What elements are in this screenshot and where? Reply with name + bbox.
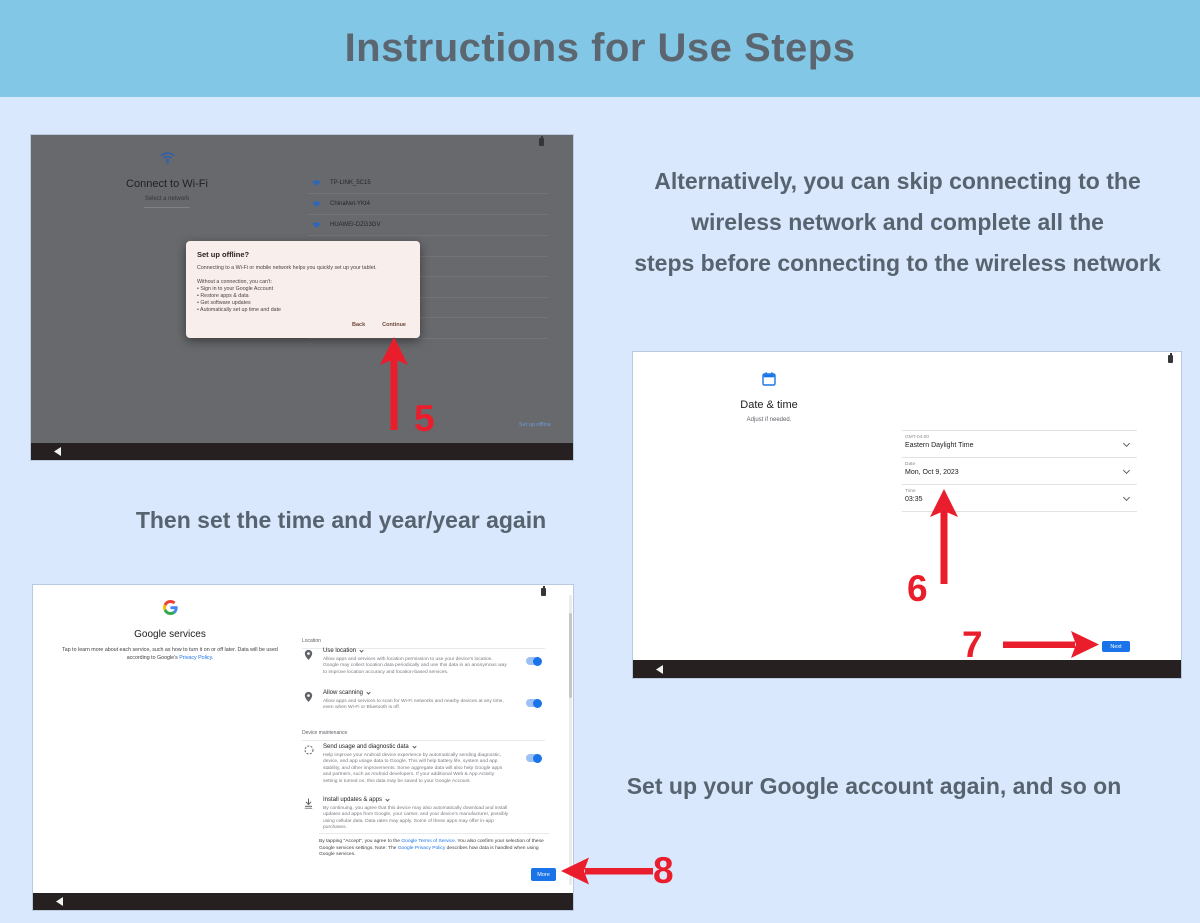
note-line: steps before connecting to the wireless network (634, 250, 1161, 276)
datetime-screen-title: Date & time (740, 399, 798, 411)
field-value: 03:35 (905, 496, 923, 503)
chevron-down-icon (359, 648, 363, 652)
datetime-setup-screenshot (633, 352, 1181, 678)
chevron-down-icon (385, 797, 389, 801)
wifi-screen-subtitle: Select a network (144, 196, 190, 202)
battery-icon (539, 138, 544, 146)
footer-text: By tapping "Accept", you agree to the (319, 839, 402, 844)
calendar-icon (762, 372, 776, 386)
note-line: wireless network and complete all the (691, 209, 1104, 235)
more-button[interactable]: More (531, 868, 556, 881)
usage-data-row[interactable] (323, 744, 545, 750)
chevron-down-icon (412, 744, 416, 748)
wifi-screen-header (97, 151, 237, 208)
use-location-row[interactable] (323, 648, 545, 654)
field-label: Time (905, 489, 916, 494)
step7-arrow-icon (1003, 631, 1099, 658)
network-name: TP-LINK_5C15 (330, 180, 371, 186)
step8-arrow-icon (561, 857, 655, 885)
battery-icon (1168, 355, 1173, 363)
chevron-down-icon[interactable] (1123, 440, 1130, 447)
timezone-field[interactable] (902, 431, 1137, 458)
location-pin-icon (304, 691, 313, 703)
item-description: By continuing, you agree that this device may also automatically download and install updates and apps from Google, your carrier, and your device's manufacturer, possibly using cellular data. Data rates may apply. Some of these apps may offer in-app purchases. (323, 806, 509, 831)
wifi-network-icon (312, 221, 321, 229)
note-google-account: Set up your Google account again, and so on (626, 773, 1122, 799)
item-title: Allow scanning (323, 690, 364, 696)
google-logo-icon (163, 600, 178, 615)
divider (308, 338, 548, 339)
step7-number: 7 (962, 624, 983, 665)
step5-number: 5 (414, 398, 435, 439)
dialog-bullet: • Get software updates (197, 300, 251, 307)
location-pin-icon (304, 649, 313, 661)
field-value: Eastern Daylight Time (905, 442, 974, 449)
chevron-down-icon[interactable] (1123, 494, 1130, 501)
install-updates-row[interactable] (323, 797, 545, 803)
field-label: GMT-04:00 (905, 435, 929, 440)
allow-scanning-item (302, 690, 545, 712)
back-icon[interactable] (656, 665, 663, 674)
item-description: Help improve your Android device experience by automatically sending diagnostic, device, and app usage data to Google. This will help battery life, system and app stability, and other improvements. Some aggregate data will also help Google apps and partners, such as Android developers. If your additional Web & App Activity setting is turned on, this data may be saved to your Google Account. (323, 753, 503, 784)
install-download-icon (304, 798, 313, 809)
wifi-setup-screenshot (31, 135, 573, 460)
page-title: Instructions for Use Steps (344, 26, 856, 70)
network-row[interactable] (312, 198, 370, 210)
field-label: Date (905, 462, 916, 467)
step5-arrow-icon (379, 337, 409, 432)
use-location-item (302, 648, 545, 676)
google-services-intro (41, 646, 299, 663)
setup-offline-link[interactable]: Set up offline (518, 422, 551, 428)
step6-number: 6 (907, 568, 928, 609)
divider (308, 193, 548, 194)
wifi-screen-title: Connect to Wi-Fi (126, 178, 208, 190)
step8-number: 8 (653, 850, 674, 891)
android-navbar (633, 660, 1181, 678)
use-location-toggle[interactable] (526, 657, 541, 665)
continue-button[interactable]: Continue (382, 322, 406, 329)
section-maintenance-label: Device maintenance (302, 730, 545, 741)
note-line: Alternatively, you can skip connecting to the (654, 168, 1141, 194)
step6-arrow-icon (929, 489, 959, 586)
item-title: Send usage and diagnostic data (323, 744, 409, 750)
privacy-policy-link[interactable]: Privacy Policy. (179, 655, 214, 662)
google-services-title: Google services (134, 629, 206, 640)
footer-text: describes how data is handled when using Google services. (319, 845, 539, 858)
header-banner (0, 0, 1200, 97)
divider (144, 207, 190, 208)
divider (308, 214, 548, 215)
back-icon[interactable] (54, 447, 61, 456)
android-navbar (31, 443, 573, 460)
back-button[interactable]: Back (352, 322, 366, 329)
note-then-set: Then set the time and year/year again (135, 507, 547, 533)
install-updates-item (302, 797, 545, 832)
dialog-body: Connecting to a Wi-Fi or mobile network helps you quickly set up your tablet. (197, 265, 377, 271)
dialog-bullet: • Restore apps & data (197, 293, 249, 300)
intro-text: Tap to learn more about each service, such as how to turn it on or off later. Data will be used (62, 647, 278, 653)
setup-offline-dialog (186, 241, 420, 338)
divider (308, 235, 548, 236)
android-navbar (33, 893, 573, 910)
battery-icon (541, 588, 546, 596)
dialog-title: Set up offline? (197, 250, 250, 259)
network-name: HUAWEI-DZG3GV (330, 222, 381, 228)
scrollbar-thumb[interactable] (569, 613, 572, 698)
back-icon[interactable] (56, 897, 63, 906)
accept-terms-text (319, 833, 549, 859)
field-value: Mon, Oct 9, 2023 (905, 469, 959, 476)
network-name: ChinaNet-YKt4 (330, 201, 371, 207)
diagnostics-circle-icon (304, 745, 314, 755)
google-services-header (41, 600, 299, 663)
datetime-screen-header (699, 372, 839, 423)
network-row[interactable] (312, 219, 380, 231)
usage-data-item (302, 744, 545, 785)
note-alternative (605, 161, 1190, 284)
google-privacy-policy-link[interactable]: Google Privacy Policy (397, 845, 446, 851)
section-location-label: Location (302, 638, 545, 649)
intro-text: according to Google's (126, 655, 180, 662)
item-title: Install updates & apps (323, 797, 383, 803)
scrollbar[interactable] (569, 595, 572, 885)
wifi-network-icon (312, 200, 321, 208)
item-title: Use location (323, 648, 357, 654)
dialog-bullet: • Sign in to your Google Account (197, 286, 274, 293)
dialog-bullet: • Automatically set up time and date (197, 307, 282, 314)
wifi-icon (159, 151, 176, 164)
wifi-network-icon (312, 179, 321, 187)
datetime-screen-subtitle: Adjust if needed. (746, 417, 792, 423)
terms-of-service-link[interactable]: Google Terms of Service (401, 839, 455, 844)
google-services-screenshot (33, 585, 573, 910)
date-field[interactable] (902, 458, 1137, 485)
usage-data-toggle[interactable] (526, 754, 541, 762)
next-button[interactable]: Next (1102, 641, 1130, 652)
item-description: Allow apps and services with location permission to use your device's location. Google may collect location data periodically and use this data in an anonymous way to improve location accuracy and location-based services. (323, 657, 507, 675)
network-row[interactable] (312, 177, 371, 189)
chevron-down-icon[interactable] (1123, 467, 1130, 474)
allow-scanning-toggle[interactable] (526, 699, 541, 707)
item-description: Allow apps and services to scan for Wi-Fi networks and nearby devices at any time, even when Wi-Fi or Bluetooth is off. (323, 699, 504, 711)
footer-text: . You also confirm your selection of these Google services settings. Note: The (319, 839, 544, 851)
dialog-cant-intro: Without a connection, you can't: (197, 279, 272, 286)
chevron-down-icon (366, 690, 370, 694)
allow-scanning-row[interactable] (323, 690, 545, 696)
